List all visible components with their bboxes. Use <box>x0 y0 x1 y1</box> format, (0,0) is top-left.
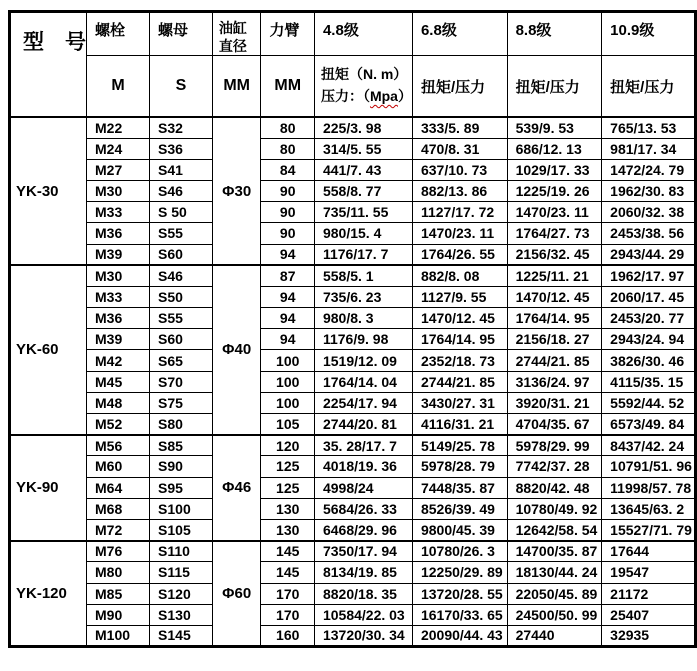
cell-grade-8-8: 1029/17. 33 <box>507 159 602 180</box>
cell-grade-4-8: 980/15. 4 <box>314 223 412 244</box>
cell-arm: 100 <box>261 371 315 392</box>
table-row <box>10 117 696 138</box>
cell-grade-10-9: 2943/44. 29 <box>602 244 696 265</box>
cell-grade-4-8: 1176/9. 98 <box>314 329 412 350</box>
cell-nut: S55 <box>150 223 213 244</box>
cell-model: YK-120 <box>10 541 87 647</box>
cell-grade-8-8: 1470/12. 45 <box>507 286 602 307</box>
cell-cylinder-diameter: Φ30 <box>212 117 261 265</box>
cell-grade-6-8: 8526/39. 49 <box>412 498 507 519</box>
cell-grade-10-9: 2060/32. 38 <box>602 202 696 223</box>
cell-grade-8-8: 4704/35. 67 <box>507 414 602 435</box>
cell-arm: 94 <box>261 329 315 350</box>
cell-grade-6-8: 333/5. 89 <box>412 117 507 138</box>
cell-arm: 145 <box>261 562 315 583</box>
cell-grade-8-8: 8820/42. 48 <box>507 477 602 498</box>
cell-grade-6-8: 13720/28. 55 <box>412 583 507 604</box>
cell-bolt: M42 <box>87 350 150 371</box>
cell-grade-6-8: 9800/45. 39 <box>412 519 507 540</box>
cell-bolt: M48 <box>87 392 150 413</box>
cell-nut: S115 <box>150 562 213 583</box>
table-row <box>10 202 696 223</box>
cell-grade-6-8: 5149/25. 78 <box>412 435 507 456</box>
arm-unit-header: MM <box>261 56 315 117</box>
table-row <box>10 392 696 413</box>
grade-8-8-header: 8.8级 <box>507 12 602 56</box>
table-row <box>10 329 696 350</box>
cell-grade-10-9: 2453/20. 77 <box>602 308 696 329</box>
cell-grade-8-8: 1764/27. 73 <box>507 223 602 244</box>
cell-grade-10-9: 5592/44. 52 <box>602 392 696 413</box>
cell-nut: S100 <box>150 498 213 519</box>
cell-grade-4-8: 1519/12. 09 <box>314 350 412 371</box>
cell-nut: S105 <box>150 519 213 540</box>
torque-unit-line: 扭矩（N. m） <box>320 66 408 83</box>
cell-nut: S46 <box>150 265 213 286</box>
table-row <box>10 244 696 265</box>
torque-spec-table <box>8 10 697 648</box>
cell-grade-6-8: 882/8. 08 <box>412 265 507 286</box>
cylinder-column-header <box>212 12 261 56</box>
grade-10-9-sub-header: 扭矩/压力 <box>602 56 696 117</box>
cell-grade-8-8: 539/9. 53 <box>507 117 602 138</box>
header-row-1 <box>10 12 696 56</box>
cell-nut: S95 <box>150 477 213 498</box>
cell-grade-4-8: 441/7. 43 <box>314 159 412 180</box>
cell-grade-4-8: 8820/18. 35 <box>314 583 412 604</box>
cell-grade-8-8: 1225/19. 26 <box>507 180 602 201</box>
grade-4-8-sub-header <box>314 56 412 117</box>
cell-grade-6-8: 2744/21. 85 <box>412 371 507 392</box>
cell-grade-8-8: 10780/49. 92 <box>507 498 602 519</box>
cell-bolt: M72 <box>87 519 150 540</box>
cell-grade-4-8: 1764/14. 04 <box>314 371 412 392</box>
cell-nut: S55 <box>150 308 213 329</box>
cell-arm: 90 <box>261 180 315 201</box>
cell-nut: S130 <box>150 604 213 625</box>
cell-grade-8-8: 1764/14. 95 <box>507 308 602 329</box>
bolt-unit-header: M <box>87 56 150 117</box>
cell-grade-10-9: 32935 <box>602 625 696 646</box>
header-row-2 <box>10 56 696 117</box>
cylinder-header-line1: 油缸 <box>218 20 247 36</box>
cell-bolt: M33 <box>87 286 150 307</box>
cell-grade-6-8: 16170/33. 65 <box>412 604 507 625</box>
cell-grade-8-8: 24500/50. 99 <box>507 604 602 625</box>
cell-nut: S36 <box>150 138 213 159</box>
cell-grade-8-8: 1225/11. 21 <box>507 265 602 286</box>
cell-grade-10-9: 8437/42. 24 <box>602 435 696 456</box>
cell-bolt: M33 <box>87 202 150 223</box>
cell-arm: 94 <box>261 244 315 265</box>
cell-grade-4-8: 4998/24 <box>314 477 412 498</box>
cell-cylinder-diameter: Φ46 <box>212 435 261 541</box>
cell-arm: 105 <box>261 414 315 435</box>
table-row <box>10 159 696 180</box>
cell-bolt: M64 <box>87 477 150 498</box>
cell-grade-10-9: 17644 <box>602 541 696 562</box>
cell-grade-8-8: 27440 <box>507 625 602 646</box>
cell-arm: 87 <box>261 265 315 286</box>
cell-bolt: M45 <box>87 371 150 392</box>
cell-nut: S32 <box>150 117 213 138</box>
table-row <box>10 625 696 646</box>
cell-grade-4-8: 8134/19. 85 <box>314 562 412 583</box>
cell-bolt: M90 <box>87 604 150 625</box>
pressure-suffix: ） <box>397 88 412 105</box>
cell-grade-6-8: 2352/18. 73 <box>412 350 507 371</box>
cell-cylinder-diameter: Φ40 <box>212 265 261 435</box>
table-row <box>10 371 696 392</box>
cell-grade-10-9: 981/17. 34 <box>602 138 696 159</box>
cell-nut: S145 <box>150 625 213 646</box>
cell-arm: 130 <box>261 519 315 540</box>
cell-model: YK-60 <box>10 265 87 435</box>
cell-grade-8-8: 7742/37. 28 <box>507 456 602 477</box>
nut-unit-header: S <box>150 56 213 117</box>
cell-arm: 100 <box>261 392 315 413</box>
cell-grade-8-8: 2156/18. 27 <box>507 329 602 350</box>
cell-grade-8-8: 18130/44. 24 <box>507 562 602 583</box>
table-row <box>10 286 696 307</box>
cell-bolt: M100 <box>87 625 150 646</box>
cell-grade-6-8: 4116/31. 21 <box>412 414 507 435</box>
cell-bolt: M30 <box>87 180 150 201</box>
cell-bolt: M80 <box>87 562 150 583</box>
table-row <box>10 223 696 244</box>
cell-nut: S70 <box>150 371 213 392</box>
cell-grade-8-8: 2744/21. 85 <box>507 350 602 371</box>
cell-arm: 145 <box>261 541 315 562</box>
grade-6-8-header: 6.8级 <box>412 12 507 56</box>
cell-arm: 80 <box>261 117 315 138</box>
cell-grade-4-8: 1176/17. 7 <box>314 244 412 265</box>
table-row <box>10 604 696 625</box>
cell-bolt: M60 <box>87 456 150 477</box>
cell-grade-10-9: 3826/30. 46 <box>602 350 696 371</box>
cell-nut: S90 <box>150 456 213 477</box>
cell-grade-4-8: 558/5. 1 <box>314 265 412 286</box>
cell-grade-10-9: 4115/35. 15 <box>602 371 696 392</box>
table-row <box>10 477 696 498</box>
cell-grade-8-8: 686/12. 13 <box>507 138 602 159</box>
cell-arm: 94 <box>261 308 315 329</box>
cell-grade-10-9: 1962/30. 83 <box>602 180 696 201</box>
cell-grade-6-8: 1127/17. 72 <box>412 202 507 223</box>
cell-grade-4-8: 225/3. 98 <box>314 117 412 138</box>
cell-bolt: M27 <box>87 159 150 180</box>
cell-grade-4-8: 980/8. 3 <box>314 308 412 329</box>
table-row <box>10 350 696 371</box>
cell-nut: S46 <box>150 180 213 201</box>
table-row <box>10 138 696 159</box>
cell-cylinder-diameter: Φ60 <box>212 541 261 647</box>
cylinder-unit-header: MM <box>212 56 261 117</box>
table-body <box>10 117 696 647</box>
cell-grade-10-9: 765/13. 53 <box>602 117 696 138</box>
cell-grade-6-8: 3430/27. 31 <box>412 392 507 413</box>
cell-bolt: M68 <box>87 498 150 519</box>
cell-grade-8-8: 22050/45. 89 <box>507 583 602 604</box>
model-column-header: 型 号 <box>10 12 87 117</box>
cell-grade-10-9: 6573/49. 84 <box>602 414 696 435</box>
pressure-prefix: 压力：（ <box>320 88 370 105</box>
cell-grade-6-8: 20090/44. 43 <box>412 625 507 646</box>
cell-grade-10-9: 11998/57. 78 <box>602 477 696 498</box>
grade-10-9-header: 10.9级 <box>602 12 696 56</box>
bolt-column-header: 螺栓 <box>87 12 150 56</box>
cell-grade-4-8: 10584/22. 03 <box>314 604 412 625</box>
cell-grade-6-8: 1127/9. 55 <box>412 286 507 307</box>
table-row <box>10 308 696 329</box>
table-row <box>10 562 696 583</box>
cell-grade-8-8: 3136/24. 97 <box>507 371 602 392</box>
spellcheck-wavy-word: Mpa <box>369 88 398 105</box>
cell-grade-6-8: 637/10. 73 <box>412 159 507 180</box>
table-row <box>10 265 696 286</box>
cell-arm: 84 <box>261 159 315 180</box>
cell-grade-4-8: 4018/19. 36 <box>314 456 412 477</box>
grade-8-8-sub-header: 扭矩/压力 <box>507 56 602 117</box>
cell-grade-10-9: 2943/24. 94 <box>602 329 696 350</box>
table-row <box>10 414 696 435</box>
cell-model: YK-90 <box>10 435 87 541</box>
cell-arm: 170 <box>261 604 315 625</box>
cell-bolt: M56 <box>87 435 150 456</box>
cell-arm: 90 <box>261 223 315 244</box>
cell-arm: 100 <box>261 350 315 371</box>
cell-grade-8-8: 1470/23. 11 <box>507 202 602 223</box>
table-row <box>10 456 696 477</box>
cell-nut: S60 <box>150 244 213 265</box>
cell-arm: 90 <box>261 202 315 223</box>
cell-bolt: M52 <box>87 414 150 435</box>
cell-grade-10-9: 1472/24. 79 <box>602 159 696 180</box>
cylinder-header-line2: 直径 <box>218 38 247 55</box>
table-row <box>10 541 696 562</box>
cell-grade-8-8: 3920/31. 21 <box>507 392 602 413</box>
cell-arm: 80 <box>261 138 315 159</box>
cell-grade-10-9: 2060/17. 45 <box>602 286 696 307</box>
cell-grade-4-8: 735/6. 23 <box>314 286 412 307</box>
cell-nut: S75 <box>150 392 213 413</box>
cell-nut: S60 <box>150 329 213 350</box>
cell-bolt: M85 <box>87 583 150 604</box>
cell-grade-10-9: 1962/17. 97 <box>602 265 696 286</box>
cell-grade-4-8: 7350/17. 94 <box>314 541 412 562</box>
table-row <box>10 435 696 456</box>
table-row <box>10 180 696 201</box>
cell-model: YK-30 <box>10 117 87 265</box>
cell-bolt: M36 <box>87 308 150 329</box>
cell-bolt: M24 <box>87 138 150 159</box>
cell-nut: S80 <box>150 414 213 435</box>
cell-grade-10-9: 15527/71. 79 <box>602 519 696 540</box>
cell-grade-8-8: 12642/58. 54 <box>507 519 602 540</box>
cell-grade-10-9: 19547 <box>602 562 696 583</box>
table-row <box>10 498 696 519</box>
cell-arm: 125 <box>261 456 315 477</box>
cell-grade-10-9: 21172 <box>602 583 696 604</box>
cell-nut: S85 <box>150 435 213 456</box>
cell-grade-8-8: 14700/35. 87 <box>507 541 602 562</box>
cell-grade-4-8: 6468/29. 96 <box>314 519 412 540</box>
cell-grade-4-8: 35. 28/17. 7 <box>314 435 412 456</box>
cell-grade-10-9: 10791/51. 96 <box>602 456 696 477</box>
arm-column-header: 力臂 <box>261 12 315 56</box>
cell-nut: S120 <box>150 583 213 604</box>
cell-arm: 94 <box>261 286 315 307</box>
table-row <box>10 519 696 540</box>
cell-grade-10-9: 2453/38. 56 <box>602 223 696 244</box>
cell-grade-4-8: 13720/30. 34 <box>314 625 412 646</box>
cell-grade-6-8: 12250/29. 89 <box>412 562 507 583</box>
cell-grade-6-8: 5978/28. 79 <box>412 456 507 477</box>
cell-grade-6-8: 882/13. 86 <box>412 180 507 201</box>
cell-arm: 170 <box>261 583 315 604</box>
grade-6-8-sub-header: 扭矩/压力 <box>412 56 507 117</box>
cell-bolt: M39 <box>87 244 150 265</box>
cell-nut: S 50 <box>150 202 213 223</box>
cell-grade-4-8: 558/8. 77 <box>314 180 412 201</box>
cell-grade-4-8: 5684/26. 33 <box>314 498 412 519</box>
cell-arm: 130 <box>261 498 315 519</box>
cell-nut: S50 <box>150 286 213 307</box>
cell-grade-6-8: 470/8. 31 <box>412 138 507 159</box>
cell-nut: S41 <box>150 159 213 180</box>
cell-grade-10-9: 25407 <box>602 604 696 625</box>
cell-arm: 120 <box>261 435 315 456</box>
cell-grade-6-8: 1470/23. 11 <box>412 223 507 244</box>
cell-grade-4-8: 2254/17. 94 <box>314 392 412 413</box>
cell-bolt: M36 <box>87 223 150 244</box>
cell-grade-6-8: 7448/35. 87 <box>412 477 507 498</box>
cell-grade-4-8: 2744/20. 81 <box>314 414 412 435</box>
cell-bolt: M22 <box>87 117 150 138</box>
cell-grade-8-8: 2156/32. 45 <box>507 244 602 265</box>
cell-grade-6-8: 1764/26. 55 <box>412 244 507 265</box>
table-row <box>10 583 696 604</box>
cell-arm: 160 <box>261 625 315 646</box>
cell-bolt: M30 <box>87 265 150 286</box>
cell-grade-10-9: 13645/63. 2 <box>602 498 696 519</box>
cell-grade-6-8: 10780/26. 3 <box>412 541 507 562</box>
cell-arm: 125 <box>261 477 315 498</box>
nut-column-header: 螺母 <box>150 12 213 56</box>
cell-grade-8-8: 5978/29. 99 <box>507 435 602 456</box>
cell-bolt: M76 <box>87 541 150 562</box>
cell-grade-6-8: 1764/14. 95 <box>412 329 507 350</box>
grade-4-8-header: 4.8级 <box>314 12 412 56</box>
cell-nut: S110 <box>150 541 213 562</box>
cell-nut: S65 <box>150 350 213 371</box>
cell-grade-4-8: 314/5. 55 <box>314 138 412 159</box>
cell-bolt: M39 <box>87 329 150 350</box>
cell-grade-4-8: 735/11. 55 <box>314 202 412 223</box>
cell-grade-6-8: 1470/12. 45 <box>412 308 507 329</box>
pressure-unit-line <box>321 88 412 104</box>
